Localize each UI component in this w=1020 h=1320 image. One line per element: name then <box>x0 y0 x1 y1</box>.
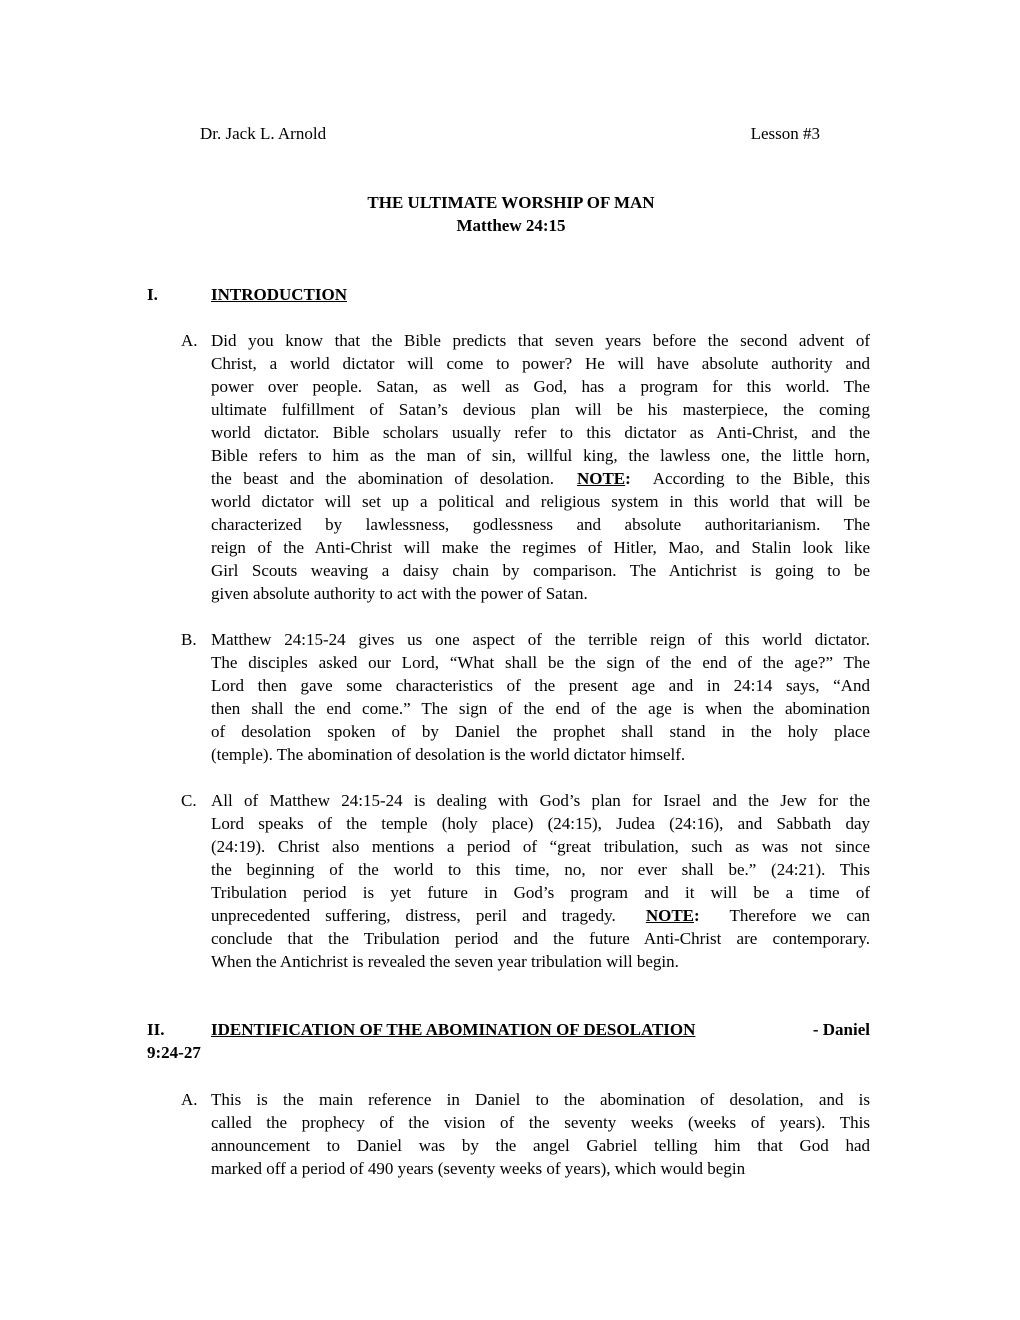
text-line: (24:19). Christ also mentions a period of “great tribulation, such as was not since <box>211 837 870 856</box>
point-label: B. <box>181 630 197 649</box>
text-line: Lord then gave some characteristics of the present age and in 24:14 says, “And <box>211 676 870 695</box>
document-title: THE ULTIMATE WORSHIP OF MAN <box>367 193 655 212</box>
section-numeral: II. <box>147 1020 165 1039</box>
text-line: Christ, a world dictator will come to power? He will have absolute authority and <box>211 354 870 373</box>
text-line: Bible refers to him as the man of sin, willful king, the lawless one, the little horn, <box>211 446 870 465</box>
text-line: conclude that the Tribulation period and the future Anti-Christ are contemporary. <box>211 929 870 948</box>
note-label: NOTE <box>576 469 626 488</box>
lesson-number: Lesson #3 <box>750 124 820 143</box>
section-heading-continuation: 9:24-27 <box>147 1043 201 1062</box>
text-line: characterized by lawlessness, godlessness and absolute authoritarianism. The <box>211 515 870 534</box>
text-segment: unprecedented suffering, distress, peril and tragedy. <box>211 906 646 925</box>
text-line: This is the main reference in Daniel to the abomination of desolation, and is <box>211 1090 870 1109</box>
text-line: of desolation spoken of by Daniel the prophet shall stand in the holy place <box>211 722 870 741</box>
text-line: reign of the Anti-Christ will make the regimes of Hitler, Mao, and Stalin look like <box>211 538 870 557</box>
text-line: given absolute authority to act with the power of Satan. <box>211 584 588 603</box>
point-label: C. <box>181 791 197 810</box>
note-colon: : <box>694 906 700 925</box>
text-line: (temple). The abomination of desolation is the world dictator himself. <box>211 745 686 764</box>
section-heading: IDENTIFICATION OF THE ABOMINATION OF DESOLATION <box>211 1020 696 1039</box>
text-line: Matthew 24:15-24 gives us one aspect of the terrible reign of this world dictator. <box>211 630 870 649</box>
scripture-reference: Matthew 24:15 <box>456 216 566 235</box>
text-line: marked off a period of 490 years (seventy weeks of years), which would begin <box>211 1159 746 1178</box>
text-line: power over people. Satan, as well as God, has a program for this world. The <box>211 377 870 396</box>
text-line <box>211 467 870 490</box>
paragraph <box>211 329 870 605</box>
text-segment: Therefore we can <box>699 906 870 925</box>
text-line: When the Antichrist is revealed the seven year tribulation will begin. <box>211 952 679 971</box>
text-line: world dictator will set up a political and religious system in this world that will be <box>211 492 870 511</box>
text-line: Girl Scouts weaving a daisy chain by comparison. The Antichrist is going to be <box>211 561 870 580</box>
text-line: Lord speaks of the temple (holy place) (24:15), Judea (24:16), and Sabbath day <box>211 814 870 833</box>
text-line: Did you know that the Bible predicts that seven years before the second advent of <box>211 331 870 350</box>
note-label: NOTE <box>645 906 695 925</box>
text-line: announcement to Daniel was by the angel Gabriel telling him that God had <box>211 1136 870 1155</box>
paragraph <box>211 789 870 973</box>
text-line: The disciples asked our Lord, “What shall be the sign of the end of the age?” The <box>211 653 870 672</box>
paragraph <box>211 628 870 766</box>
point-label: A. <box>181 1090 198 1109</box>
point-label: A. <box>181 331 198 350</box>
section-heading-suffix: - Daniel <box>812 1020 870 1039</box>
text-segment: the beast and the abomination of desolation. <box>211 469 577 488</box>
text-line: Tribulation period is yet future in God’s program and it will be a time of <box>211 883 870 902</box>
author-name: Dr. Jack L. Arnold <box>200 124 327 143</box>
text-segment: According to the Bible, this <box>630 469 870 488</box>
section-heading-line <box>211 1018 870 1041</box>
text-line: ultimate fulfillment of Satan’s devious plan will be his masterpiece, the coming <box>211 400 870 419</box>
text-line: All of Matthew 24:15-24 is dealing with God’s plan for Israel and the Jew for the <box>211 791 870 810</box>
text-line <box>211 904 870 927</box>
text-line: the beginning of the world to this time, no, nor ever shall be.” (24:21). This <box>211 860 870 879</box>
section-numeral: I. <box>147 285 158 304</box>
paragraph <box>211 1088 870 1180</box>
section-heading: INTRODUCTION <box>211 285 348 304</box>
note-colon: : <box>625 469 631 488</box>
text-line: then shall the end come.” The sign of the end of the age is when the abomination <box>211 699 870 718</box>
text-line: called the prophecy of the vision of the seventy weeks (weeks of years). This <box>211 1113 870 1132</box>
text-line: world dictator. Bible scholars usually refer to this dictator as Anti-Christ, and the <box>211 423 870 442</box>
